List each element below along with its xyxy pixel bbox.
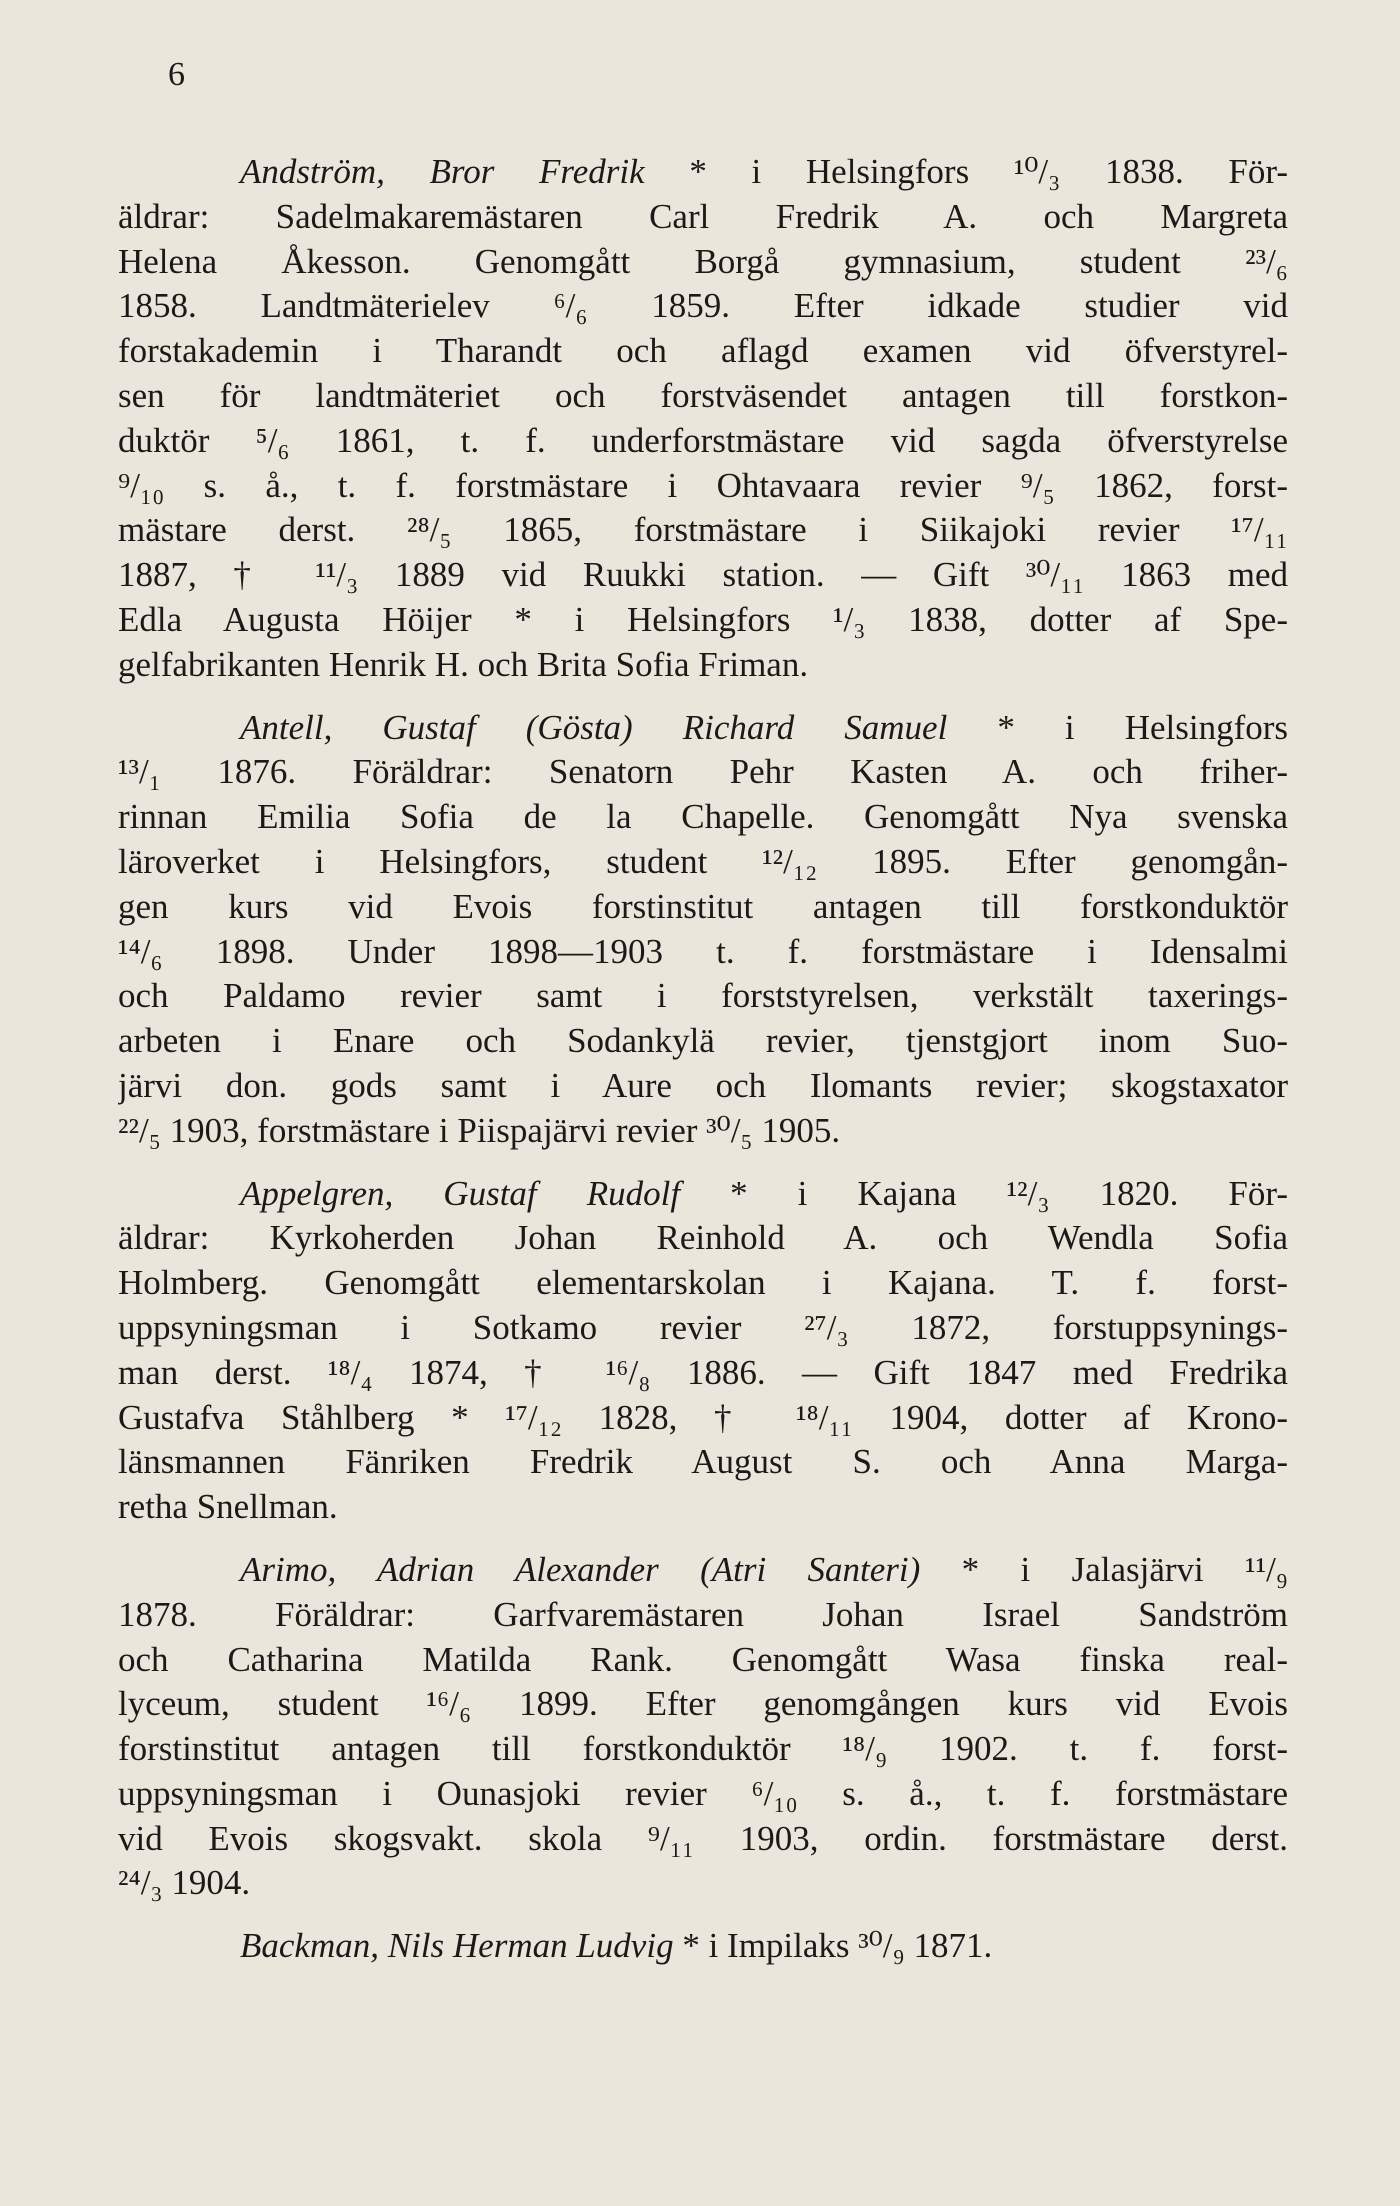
entry-line: retha Snellman.: [118, 1487, 338, 1527]
entry-line: ¹³/₁ 1876. Föräldrar: Senatorn Pehr Kasten A. och friher-: [118, 752, 1288, 792]
entry-line: länsmannen Fänriken Fredrik August S. och Anna Marga-: [118, 1442, 1288, 1482]
entry-line: äldrar: Sadelmakaremästaren Carl Fredrik A. och Margreta: [118, 196, 1288, 236]
entry-line: rinnan Emilia Sofia de la Chapelle. Genomgått Nya svenska: [118, 797, 1288, 837]
entry-line: ²⁴/₃ 1904.: [118, 1863, 251, 1903]
entry-line: uppsyningsman i Sotkamo revier ²⁷/₃ 1872, forstuppsynings-: [118, 1307, 1288, 1347]
entry-line: och Paldamo revier samt i forststyrelsen, verkstält taxerings-: [118, 976, 1288, 1016]
biography-entry: [118, 1924, 1288, 1969]
biography-list: [118, 150, 1288, 1987]
entry-line: * i Impilaks ³⁰/₉ 1871.: [682, 1926, 993, 1966]
entry-name: Antell, Gustaf (Gösta) Richard Samuel: [240, 707, 948, 747]
biography-entry: [118, 150, 1288, 688]
entry-line: gen kurs vid Evois forstinstitut antagen till forstkonduktör: [118, 886, 1288, 926]
entry-line: 1878. Föräldrar: Garfvaremästaren Johan Israel Sandström: [118, 1594, 1288, 1634]
entry-line: och Catharina Matilda Rank. Genomgått Wasa finska real-: [118, 1639, 1288, 1679]
entry-line: mästare derst. ²⁸/₅ 1865, forstmästare i Siikajoki revier ¹⁷/₁₁: [118, 510, 1288, 550]
entry-line: gelfabrikanten Henrik H. och Brita Sofia Friman.: [118, 644, 809, 684]
entry-line: * i Helsingfors ¹⁰/₃ 1838. För-: [689, 152, 1288, 191]
entry-line: lyceum, student ¹⁶/₆ 1899. Efter genomgången kurs vid Evois: [118, 1684, 1288, 1724]
entry-line: forstakademin i Tharandt och aflagd examen vid öfverstyrel-: [118, 331, 1288, 371]
entry-line: 1858. Landtmäterielev ⁶/₆ 1859. Efter idkade studier vid: [118, 286, 1288, 326]
entry-line: Edla Augusta Höijer * i Helsingfors ¹/₃ 1838, dotter af Spe-: [118, 599, 1288, 639]
entry-line: 1887, † ¹¹/₃ 1889 vid Ruukki station. — Gift ³⁰/₁₁ 1863 med: [118, 555, 1288, 595]
entry-name: Andström, Bror Fredrik: [240, 152, 645, 191]
entry-line: man derst. ¹⁸/₄ 1874, † ¹⁶/₈ 1886. — Gift 1847 med Fredrika: [118, 1352, 1288, 1392]
entry-line: äldrar: Kyrkoherden Johan Reinhold A. och Wendla Sofia: [118, 1218, 1288, 1258]
entry-line: * i Jalasjärvi ¹¹/₉: [961, 1549, 1288, 1589]
biography-entry: [118, 1172, 1288, 1530]
page-number: 6: [168, 56, 185, 93]
entry-line: sen för landtmäteriet och forstväsendet antagen till forstkon-: [118, 375, 1288, 415]
biography-entry: [118, 1548, 1288, 1906]
entry-line: ⁹/₁₀ s. å., t. f. forstmästare i Ohtavaara revier ⁹/₅ 1862, forst-: [118, 465, 1288, 505]
entry-line: järvi don. gods samt i Aure och Ilomants revier; skogstaxator: [118, 1065, 1288, 1105]
entry-name: Arimo, Adrian Alexander (Atri Santeri): [240, 1549, 921, 1589]
entry-line: Gustafva Ståhlberg * ¹⁷/₁₂ 1828, † ¹⁸/₁₁ 1904, dotter af Krono-: [118, 1397, 1288, 1437]
entry-name: Appelgren, Gustaf Rudolf: [240, 1173, 681, 1213]
entry-line: duktör ⁵/₆ 1861, t. f. underforstmästare vid sagda öfverstyrelse: [118, 420, 1288, 460]
entry-line: * i Kajana ¹²/₃ 1820. För-: [730, 1173, 1288, 1213]
entry-line: uppsyningsman i Ounasjoki revier ⁶/₁₀ s. å., t. f. forstmästare: [118, 1773, 1288, 1813]
entry-line: ²²/₅ 1903, forstmästare i Piispajärvi revier ³⁰/₅ 1905.: [118, 1110, 841, 1150]
entry-line: arbeten i Enare och Sodankylä revier, tjenstgjort inom Suo-: [118, 1021, 1288, 1061]
entry-line: vid Evois skogsvakt. skola ⁹/₁₁ 1903, ordin. forstmästare derst.: [118, 1818, 1288, 1858]
entry-line: Helena Åkesson. Genomgått Borgå gymnasium, student ²³/₆: [118, 241, 1288, 281]
entry-line: ¹⁴/₆ 1898. Under 1898—1903 t. f. forstmästare i Idensalmi: [118, 931, 1288, 971]
entry-line: * i Helsingfors: [997, 707, 1288, 747]
entry-line: läroverket i Helsingfors, student ¹²/₁₂ 1895. Efter genomgån-: [118, 841, 1288, 881]
entry-name: Backman, Nils Herman Ludvig: [240, 1926, 674, 1966]
biography-entry: [118, 706, 1288, 1154]
entry-line: Holmberg. Genomgått elementarskolan i Kajana. T. f. forst-: [118, 1263, 1288, 1303]
entry-line: forstinstitut antagen till forstkonduktör ¹⁸/₉ 1902. t. f. forst-: [118, 1729, 1288, 1769]
